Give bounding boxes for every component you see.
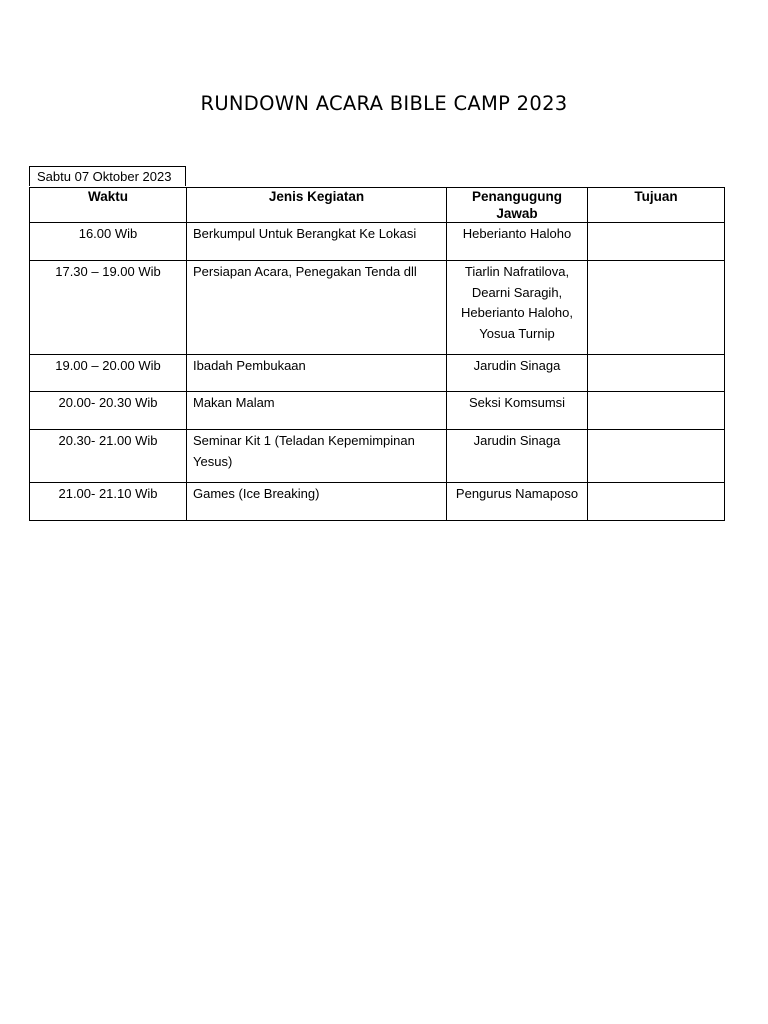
cell-waktu: 20.30- 21.00 Wib xyxy=(30,430,187,483)
table-row xyxy=(30,355,725,392)
pj-name: Dearni Saragih, xyxy=(471,284,563,300)
cell-jenis-kegiatan: Persiapan Acara, Penegakan Tenda dll xyxy=(187,261,447,355)
cell-jenis-kegiatan: Games (Ice Breaking) xyxy=(187,483,447,521)
document-title: RUNDOWN ACARA BIBLE CAMP 2023 xyxy=(200,92,568,115)
cell-penanggung-jawab xyxy=(447,430,588,483)
header-tujuan: Tujuan xyxy=(588,188,725,223)
header-waktu: Waktu xyxy=(30,188,187,223)
cell-tujuan xyxy=(588,355,725,392)
date-label: Sabtu 07 Oktober 2023 xyxy=(29,166,186,186)
pj-name: Pengurus Namaposo xyxy=(455,486,579,501)
cell-waktu: 17.30 – 19.00 Wib xyxy=(30,261,187,355)
table-row xyxy=(30,392,725,430)
cell-penanggung-jawab xyxy=(447,483,588,521)
table-row xyxy=(30,483,725,521)
cell-waktu: 21.00- 21.10 Wib xyxy=(30,483,187,521)
pj-name: Yosua Turnip xyxy=(479,325,555,341)
cell-waktu: 20.00- 20.30 Wib xyxy=(30,392,187,430)
cell-tujuan xyxy=(588,430,725,483)
table-row xyxy=(30,430,725,483)
pj-name: Jarudin Sinaga xyxy=(473,358,561,373)
cell-waktu: 16.00 Wib xyxy=(30,223,187,261)
cell-penanggung-jawab xyxy=(447,392,588,430)
cell-tujuan xyxy=(588,223,725,261)
header-penanggung-jawab: Penangugung Jawab xyxy=(447,188,588,223)
cell-tujuan xyxy=(588,392,725,430)
table-row xyxy=(30,223,725,261)
table-header-row xyxy=(30,188,725,223)
cell-jenis-kegiatan: Makan Malam xyxy=(187,392,447,430)
pj-name: Tiarlin Nafratilova, xyxy=(464,264,570,279)
cell-waktu: 19.00 – 20.00 Wib xyxy=(30,355,187,392)
pj-name: Seksi Komsumsi xyxy=(468,395,566,410)
cell-tujuan xyxy=(588,483,725,521)
cell-penanggung-jawab xyxy=(447,355,588,392)
pj-name: Heberianto Haloho xyxy=(462,226,572,241)
cell-penanggung-jawab xyxy=(447,223,588,261)
pj-name: Jarudin Sinaga xyxy=(473,433,561,448)
header-jenis-kegiatan: Jenis Kegiatan xyxy=(187,188,447,223)
cell-jenis-kegiatan: Berkumpul Untuk Berangkat Ke Lokasi xyxy=(187,223,447,261)
cell-penanggung-jawab xyxy=(447,261,588,355)
cell-jenis-kegiatan: Seminar Kit 1 (Teladan Kepemimpinan Yesus) xyxy=(187,430,447,483)
table-row xyxy=(30,261,725,355)
cell-tujuan xyxy=(588,261,725,355)
pj-name: Heberianto Haloho, xyxy=(460,305,574,320)
cell-jenis-kegiatan: Ibadah Pembukaan xyxy=(187,355,447,392)
rundown-table xyxy=(29,187,725,521)
